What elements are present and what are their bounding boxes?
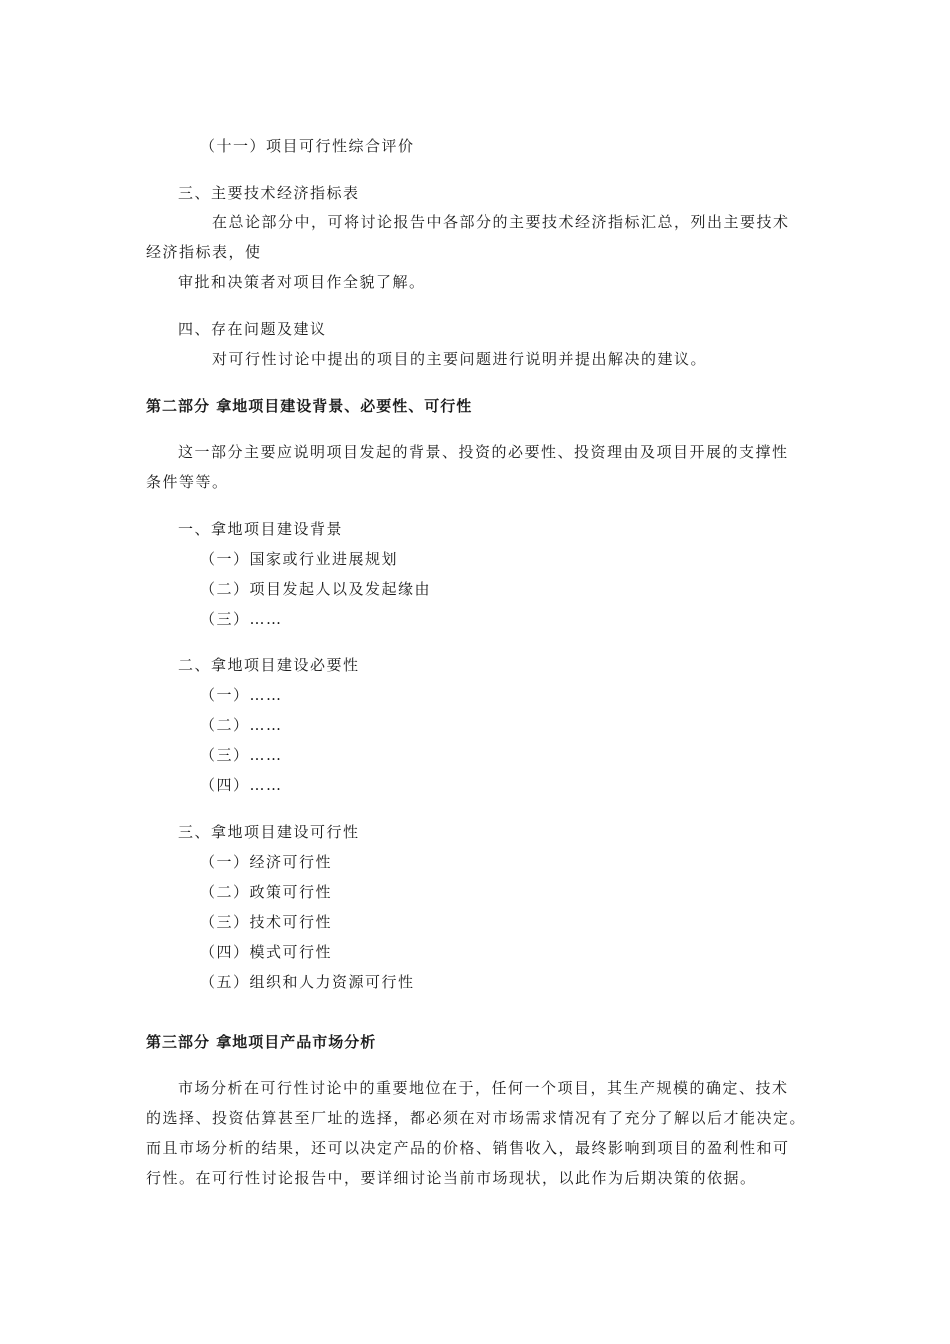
section-heading: 一、拿地项目建设背景 — [178, 520, 344, 538]
paragraph-line: 行性。在可行性讨论报告中，要详细讨论当前市场现状，以此作为后期决策的依据。 — [146, 1169, 757, 1187]
list-item: （一）国家或行业进展规划 — [200, 550, 399, 568]
list-item: （四）模式可行性 — [200, 943, 333, 961]
paragraph-line: 的选择、投资估算甚至厂址的选择，都必须在对市场需求情况有了充分了解以后才能决定。 — [146, 1109, 807, 1127]
paragraph-line: 条件等等。 — [146, 473, 229, 491]
list-item: （二）项目发起人以及发起缘由 — [200, 580, 432, 598]
part-title: 第二部分 拿地项目建设背景、必要性、可行性 — [146, 397, 473, 415]
paragraph-line: 审批和决策者对项目作全貌了解。 — [178, 273, 426, 291]
part-title: 第三部分 拿地项目产品市场分析 — [146, 1033, 377, 1051]
list-item: （四）…… — [200, 776, 283, 794]
list-item: （三）…… — [200, 746, 283, 764]
list-item: （二）政策可行性 — [200, 883, 333, 901]
section-heading: 二、拿地项目建设必要性 — [178, 656, 360, 674]
list-item: （一）经济可行性 — [200, 853, 333, 871]
list-item: （二）…… — [200, 716, 283, 734]
list-item: （十一）项目可行性综合评价 — [200, 137, 415, 155]
paragraph-line: 在总论部分中，可将讨论报告中各部分的主要技术经济指标汇总，列出主要技术 — [212, 213, 790, 231]
paragraph-line: 这一部分主要应说明项目发起的背景、投资的必要性、投资理由及项目开展的支撑性 — [178, 443, 789, 461]
section-heading: 四、存在问题及建议 — [178, 320, 327, 338]
section-heading: 三、主要技术经济指标表 — [178, 184, 360, 202]
paragraph-line: 市场分析在可行性讨论中的重要地位在于，任何一个项目，其生产规模的确定、技术 — [178, 1079, 789, 1097]
list-item: （三）技术可行性 — [200, 913, 333, 931]
list-item: （三）…… — [200, 610, 283, 628]
paragraph-line: 而且市场分析的结果，还可以决定产品的价格、销售收入，最终影响到项目的盈利性和可 — [146, 1139, 790, 1157]
section-heading: 三、拿地项目建设可行性 — [178, 823, 360, 841]
paragraph-line: 对可行性讨论中提出的项目的主要问题进行说明并提出解决的建议。 — [212, 350, 708, 368]
paragraph-line: 经济指标表，使 — [146, 243, 262, 261]
list-item: （一）…… — [200, 686, 283, 704]
list-item: （五）组织和人力资源可行性 — [200, 973, 415, 991]
